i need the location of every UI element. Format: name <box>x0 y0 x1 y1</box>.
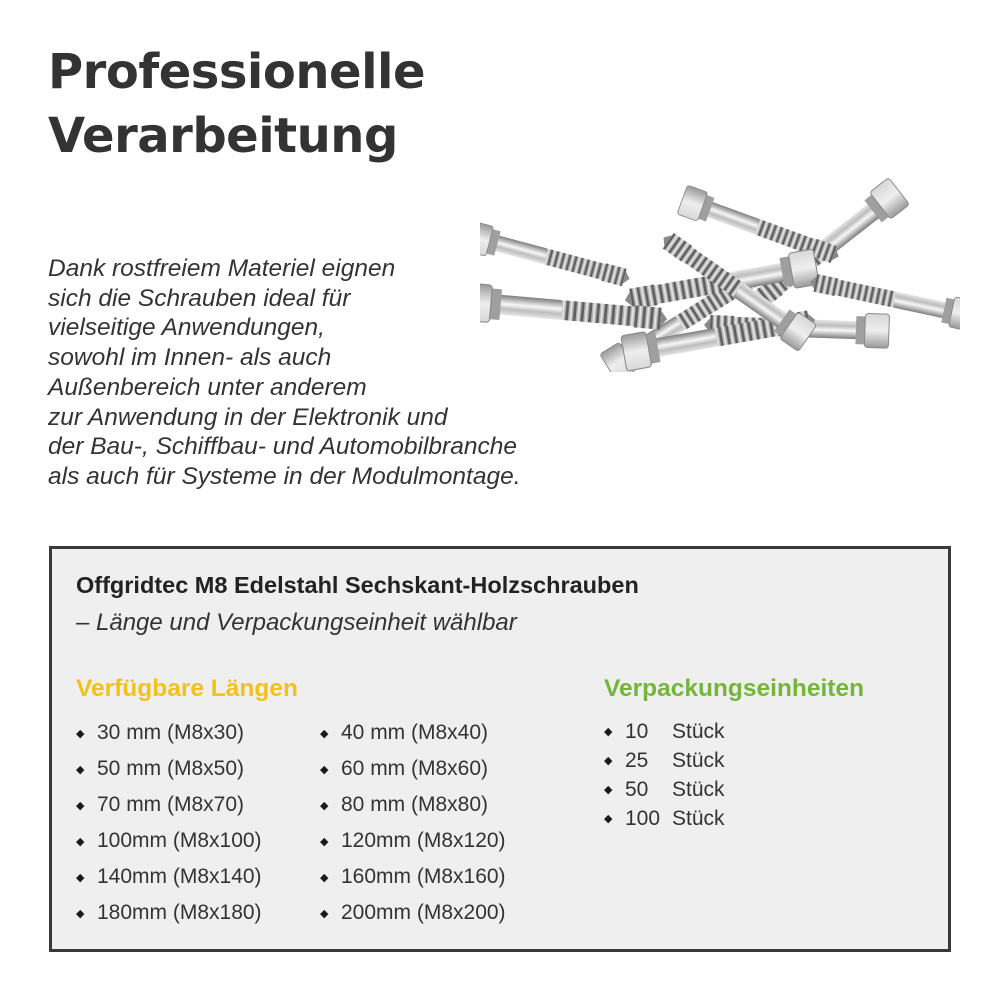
intro-line: Außenbereich unter anderem <box>48 373 367 401</box>
length-option: 100mm (M8x100) <box>97 829 262 852</box>
length-option: 50 mm (M8x50) <box>97 757 245 780</box>
list-item <box>320 823 506 859</box>
list-item <box>604 804 725 833</box>
list-item <box>320 859 506 895</box>
list-item <box>604 746 725 775</box>
diamond-bullet-icon: ◆ <box>76 727 85 740</box>
length-option: 60 mm (M8x60) <box>341 757 489 780</box>
packaging-list <box>604 717 725 833</box>
diamond-bullet-icon: ◆ <box>76 763 85 776</box>
length-option: 40 mm (M8x40) <box>341 721 489 744</box>
package-unit: Stück <box>672 806 725 830</box>
intro-line: der Bau-, Schiffbau- und Automobilbranche <box>48 433 517 461</box>
package-quantity: 10 <box>625 719 649 743</box>
page-title-line-2: Verarbeitung <box>48 108 398 164</box>
lengths-list-col-2 <box>320 715 506 931</box>
intro-line: sich die Schrauben ideal für <box>48 284 351 312</box>
intro-line: als auch für Systeme in der Modulmontage. <box>48 462 521 490</box>
list-item <box>320 715 506 751</box>
length-option: 30 mm (M8x30) <box>97 721 245 744</box>
length-option: 70 mm (M8x70) <box>97 793 245 816</box>
list-item <box>76 787 262 823</box>
product-title: Offgridtec M8 Edelstahl Sechskant-Holzschrauben <box>76 572 639 598</box>
length-option: 200mm (M8x200) <box>341 901 506 924</box>
length-option: 120mm (M8x120) <box>341 829 506 852</box>
page-title-line-1: Professionelle <box>48 44 426 100</box>
package-unit: Stück <box>672 777 725 801</box>
intro-line: vielseitige Anwendungen, <box>48 314 325 342</box>
intro-line: zur Anwendung in der Elektronik und <box>48 403 448 431</box>
list-item <box>320 787 506 823</box>
packaging-heading: Verpackungseinheiten <box>604 675 865 702</box>
diamond-bullet-icon: ◆ <box>320 799 329 812</box>
product-info-box <box>49 546 951 952</box>
intro-line: Dank rostfreiem Materiel eignen <box>48 255 396 282</box>
diamond-bullet-icon: ◆ <box>604 755 613 767</box>
package-unit: Stück <box>672 719 725 743</box>
diamond-bullet-icon: ◆ <box>76 835 85 848</box>
diamond-bullet-icon: ◆ <box>320 907 329 920</box>
diamond-bullet-icon: ◆ <box>320 763 329 776</box>
list-item <box>604 717 725 746</box>
list-item <box>76 715 262 751</box>
lengths-list-col-1 <box>76 715 262 931</box>
page-title <box>48 40 425 168</box>
lengths-heading: Verfügbare Längen <box>76 675 298 702</box>
package-quantity: 25 <box>625 748 649 772</box>
list-item <box>604 775 725 804</box>
intro-line: sowohl im Innen- als auch <box>48 344 332 372</box>
length-option: 180mm (M8x180) <box>97 901 262 924</box>
diamond-bullet-icon: ◆ <box>604 813 613 825</box>
list-item <box>76 751 262 787</box>
diamond-bullet-icon: ◆ <box>76 871 85 884</box>
list-item <box>76 895 262 931</box>
length-option: 80 mm (M8x80) <box>341 793 489 816</box>
package-quantity: 50 <box>625 777 649 801</box>
screws-image <box>480 176 960 372</box>
diamond-bullet-icon: ◆ <box>604 726 613 738</box>
package-unit: Stück <box>672 748 725 772</box>
diamond-bullet-icon: ◆ <box>76 907 85 920</box>
diamond-bullet-icon: ◆ <box>76 799 85 812</box>
length-option: 160mm (M8x160) <box>341 865 506 888</box>
list-item <box>76 823 262 859</box>
list-item <box>320 751 506 787</box>
diamond-bullet-icon: ◆ <box>320 727 329 740</box>
package-quantity: 100 <box>625 806 661 830</box>
diamond-bullet-icon: ◆ <box>320 835 329 848</box>
diamond-bullet-icon: ◆ <box>320 871 329 884</box>
diamond-bullet-icon: ◆ <box>604 784 613 796</box>
list-item <box>76 859 262 895</box>
length-option: 140mm (M8x140) <box>97 865 262 888</box>
list-item <box>320 895 506 931</box>
product-subtitle: – Länge und Verpackungseinheit wählbar <box>76 609 517 636</box>
